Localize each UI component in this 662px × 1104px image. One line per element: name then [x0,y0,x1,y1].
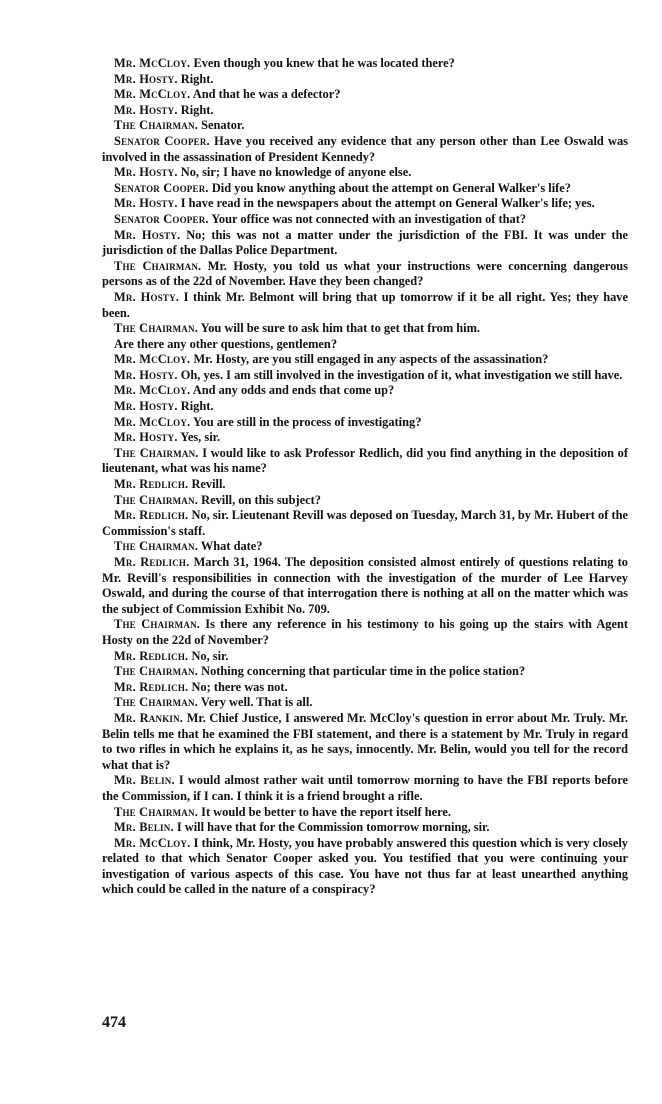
transcript-paragraph [102,539,628,555]
speaker-name: The Chairman. [114,445,199,460]
speaker-name: Mr. McCloy. [114,414,191,429]
speaker-name: Mr. Belin. [114,773,175,788]
transcript-body [102,56,628,898]
speech-text: No; there was not. [191,679,288,694]
speaker-name: Mr. McCloy. [114,383,191,398]
speaker-name: The Chairman. [114,492,199,507]
speech-text: Is there any reference in his testimony to his going up the stairs with Agent Hosty on the 22d of November? [102,617,628,647]
speaker-name: Mr. McCloy. [114,87,191,102]
speaker-name: The Chairman. [114,695,199,710]
speaker-name: The Chairman. [114,539,199,554]
speech-text: Right. [180,102,214,117]
transcript-paragraph [102,415,628,431]
transcript-paragraph [102,321,628,337]
speaker-name: Senator Cooper. [114,211,209,226]
speaker-name: The Chairman. [114,258,202,273]
speech-text: March 31, 1964. The deposition consisted almost entirely of questions relating to Mr. Revill's responsibilities in connection with the investigation of the murder of Lee Harvey Oswald, and during the course of that interrogation there is nothing at all on the matter which was the subject of Commission Exhibit No. 709. [102,555,628,616]
transcript-paragraph [102,695,628,711]
speaker-name: Mr. Hosty. [114,165,178,180]
speaker-name: Mr. Redlich. [114,477,189,492]
speaker-name: The Chairman. [114,617,201,632]
transcript-paragraph [102,56,628,72]
speech-text: Are there any other questions, gentlemen? [114,336,338,351]
speech-text: Right. [180,399,214,414]
speech-text: I would like to ask Professor Redlich, did you find anything in the deposition of lieutenant, what was his name? [102,445,628,476]
speech-text: I think, Mr. Hosty, you have probably answered this question which is very closely related to that which Senator Cooper asked you. You testified that you were continuing your investigation of various aspects of this case. You have not thus far at least unearthed anything which could be called in the nature of a conspiracy? [102,835,628,897]
speech-text: Nothing concerning that particular time in the police station? [201,664,526,679]
transcript-paragraph [102,134,628,165]
speech-text: No, sir. Lieutenant Revill was deposed on Tuesday, March 31, by Mr. Hubert of the Commission's staff. [102,508,628,538]
speech-text: You are still in the process of investigating? [192,414,422,429]
speaker-name: Mr. McCloy. [114,835,191,850]
transcript-paragraph [102,820,628,836]
speech-text: Did you know anything about the attempt on General Walker's life? [211,180,571,195]
speech-text: And any odds and ends that come up? [192,383,395,398]
speech-text: I think Mr. Belmont will bring that up tomorrow if it be all right. Yes; they have been. [102,289,628,320]
transcript-paragraph [102,446,628,477]
speech-text: And that he was a defector? [192,87,341,102]
transcript-paragraph [102,508,628,539]
transcript-paragraph [102,118,628,134]
transcript-paragraph [102,72,628,88]
speech-text: Revill. [191,477,226,492]
speech-text: Senator. [201,118,245,133]
transcript-paragraph [102,181,628,197]
speaker-name: The Chairman. [114,804,199,819]
speech-text: No; this was not a matter under the jurisdiction of the FBI. It was under the jurisdiction of the Dallas Police Department. [102,227,628,258]
transcript-paragraph [102,368,628,384]
speaker-name: Mr. Hosty. [114,227,181,242]
speaker-name: Mr. Belin. [114,820,174,835]
speech-text: Right. [180,71,214,86]
transcript-paragraph [102,212,628,228]
speaker-name: Senator Cooper. [114,180,209,195]
speaker-name: Mr. McCloy. [114,352,191,367]
transcript-paragraph [102,664,628,680]
transcript-paragraph [102,711,628,773]
speaker-name: Mr. Hosty. [114,196,178,211]
speech-text: Even though you knew that he was located there? [193,56,455,70]
speech-text: You will be sure to ask him that to get that from him. [200,321,481,336]
transcript-paragraph [102,196,628,212]
speaker-name: Mr. Hosty. [114,367,178,382]
transcript-paragraph [102,103,628,119]
transcript-paragraph [102,680,628,696]
speech-text: I will have that for the Commission tomorrow morning, sir. [176,820,490,835]
transcript-paragraph [102,165,628,181]
speech-text: It would be better to have the report itself here. [201,804,451,819]
transcript-paragraph [102,228,628,259]
transcript-paragraph [102,352,628,368]
transcript-paragraph [102,477,628,493]
speech-text: Very well. That is all. [200,695,313,710]
transcript-paragraph [102,805,628,821]
speaker-name: Mr. Redlich. [114,508,189,523]
transcript-paragraph [102,87,628,103]
speaker-name: Mr. Hosty. [114,289,180,304]
transcript-paragraph [102,555,628,617]
speech-text: Revill, on this subject? [201,492,321,507]
speaker-name: Mr. Hosty. [114,102,178,117]
transcript-paragraph [102,836,628,898]
transcript-paragraph [102,337,628,353]
speaker-name: Mr. Hosty. [114,71,178,86]
speaker-name: The Chairman. [114,664,199,679]
speech-text: What date? [200,539,263,554]
speech-text: Mr. Hosty, you told us what your instructions were concerning dangerous persons as of the 22d of November. Have they been changed? [102,258,628,289]
speech-text: Mr. Hosty, are you still engaged in any aspects of the assassination? [193,352,549,367]
transcript-paragraph [102,430,628,446]
transcript-paragraph [102,290,628,321]
transcript-paragraph [102,399,628,415]
speaker-name: The Chairman. [114,118,199,133]
speech-text: No, sir. [191,648,229,663]
speaker-name: Mr. Redlich. [114,555,190,569]
speech-text: Mr. Chief Justice, I answered Mr. McCloy's question in error about Mr. Truly. Mr. Belin tells me that he examined the FBI statement, and there is a statement by Mr. Truly in regard to two rifles in which he explains it, as he says, innocently. Mr. Belin, would you tell for the record what that is? [102,710,629,772]
speech-text: Yes, sir. [180,430,221,445]
speaker-name: The Chairman. [114,321,199,336]
speech-text: Have you received any evidence that any person other than Lee Oswald was involved in the assassination of President Kennedy? [102,133,628,164]
speaker-name: Mr. McCloy. [114,56,191,70]
speaker-name: Senator Cooper. [114,133,210,148]
speech-text: No, sir; I have no knowledge of anyone else. [180,165,412,180]
speaker-name: Mr. Redlich. [114,648,189,663]
transcript-paragraph [102,383,628,399]
transcript-paragraph [102,493,628,509]
speaker-name: Mr. Hosty. [114,430,178,445]
speaker-name: Mr. Rankin. [114,710,184,725]
speech-text: I have read in the newspapers about the attempt on General Walker's life; yes. [180,196,595,211]
transcript-paragraph [102,259,628,290]
speaker-name: Mr. Hosty. [114,399,178,414]
speech-text: I would almost rather wait until tomorrow morning to have the FBI reports before the Commission, if I can. I think it is a friend brought a rifle. [102,773,628,803]
speech-text: Oh, yes. I am still involved in the investigation of it, what investigation we still have. [180,367,623,382]
transcript-paragraph [102,773,628,804]
page-number: 474 [102,1014,126,1031]
transcript-paragraph [102,617,628,648]
speech-text: Your office was not connected with an investigation of that? [211,211,527,226]
transcript-paragraph [102,649,628,665]
speaker-name: Mr. Redlich. [114,679,189,694]
